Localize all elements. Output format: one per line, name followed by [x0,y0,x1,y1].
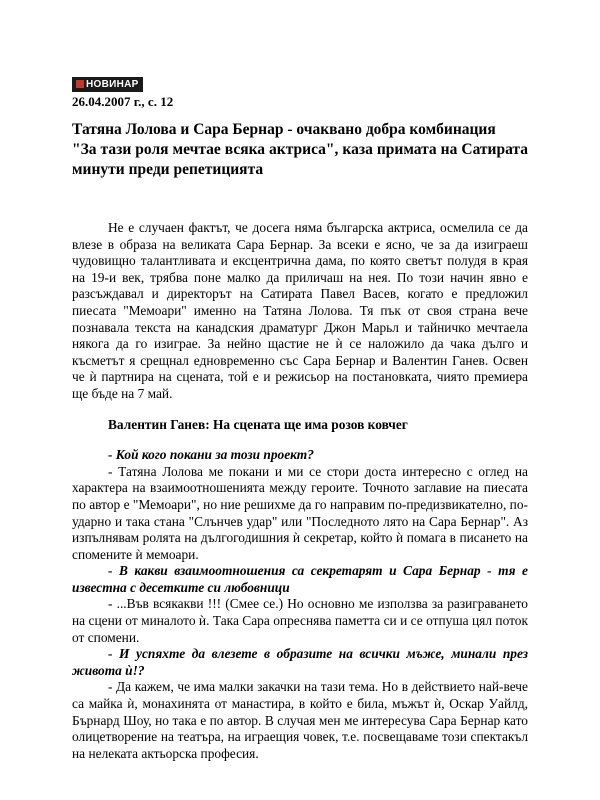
interview-question-1: - Кой кого покани за този проект? [108,447,314,463]
logo-mark-icon [76,80,84,88]
headline-line-1: Татяна Лолова и Сара Бернар - очаквано добра комбинация [72,121,496,138]
interview-answer-2: - ...Във всякакви !!! (Смее се.) Но основно ме използва за разиграването на сцени от миналото ѝ. Така Сара опреснява паметта си и се отпуша цял поток от спомени. [72,596,528,645]
headline-line-2: "За тази роля мечтае всяка актриса", каза примата на Сатирата минути преди репетицията [72,141,528,178]
interview-question-2: - В какви взаимоотношения са секретарят и Сара Бернар - тя е известна с десетките си любовници [72,563,528,595]
interview-answer-1: - Татяна Лолова ме покани и ми се стори доста интересно с оглед на характера на взаимоотношенията между героите. Точното заглавие на пиесата по автор е "Мемоари", но ние решихме да го направим по-предизвикателно, по-ударно и така стана "Слънчев удар" или "Последното лято на Сара Бернар". Аз изпълнявам ролята на дългогодишния ѝ секретар, който ѝ помага в писането на спомените ѝ мемоари. [72,463,528,562]
issue-date: 26.04.2007 г., с. 12 [72,94,174,109]
intro-paragraph: Не е случаен фактът, че досега няма българска актриса, осмелила се да влезе в образа на великата Сара Бернар. За всеки е ясно, че за да изиграеш чудовищно талантливата и ексцентрична дама, по която светът полудя в края на 19-и век, трябва поне малко да приличаш на нея. По този начин явно е разсъждавал и директорът на Сатирата Павел Васев, когато е предложил пиесата "Мемоари" именно на Татяна Лолова. Тя пък от своя страна вече познавала текста на канадския драматург Джон Марьл и тайничко мечтаела някога да го изиграе. За нейно щастие не ѝ се наложило да чака дълго и късметът я срещнал едновременно със Сара Бернар и Валентин Ганев. Освен че ѝ партнира на сцената, той е и режисьор на постановката, чиято премиера ще бъде на 7 май. [72,220,528,401]
interview-answer-3: - Да кажем, че има малки закачки на тази тема. Но в действието най-вече са майка ѝ, монахинята от манастира, в който е била, мъжът ѝ, Оскар Уайлд, Бърнард Шоу, но така е по автор. В случая мен ме интересува Сара Бернар като олицетворение на театъра, на играещия човек, т.е. посвещаваме този спектакъл на нелеката актьорска професия. [72,679,528,761]
article-page [72,74,528,762]
interview-question-3: - И успяхте да влезете в образите на всички мъже, минали през живота ѝ!? [72,646,528,678]
headline [72,120,528,180]
publication-name: НОВИНАР [86,79,139,90]
publication-logo [72,77,143,92]
interview-subheading: Валентин Ганев: На сцената ще има розов ковчег [108,416,408,432]
